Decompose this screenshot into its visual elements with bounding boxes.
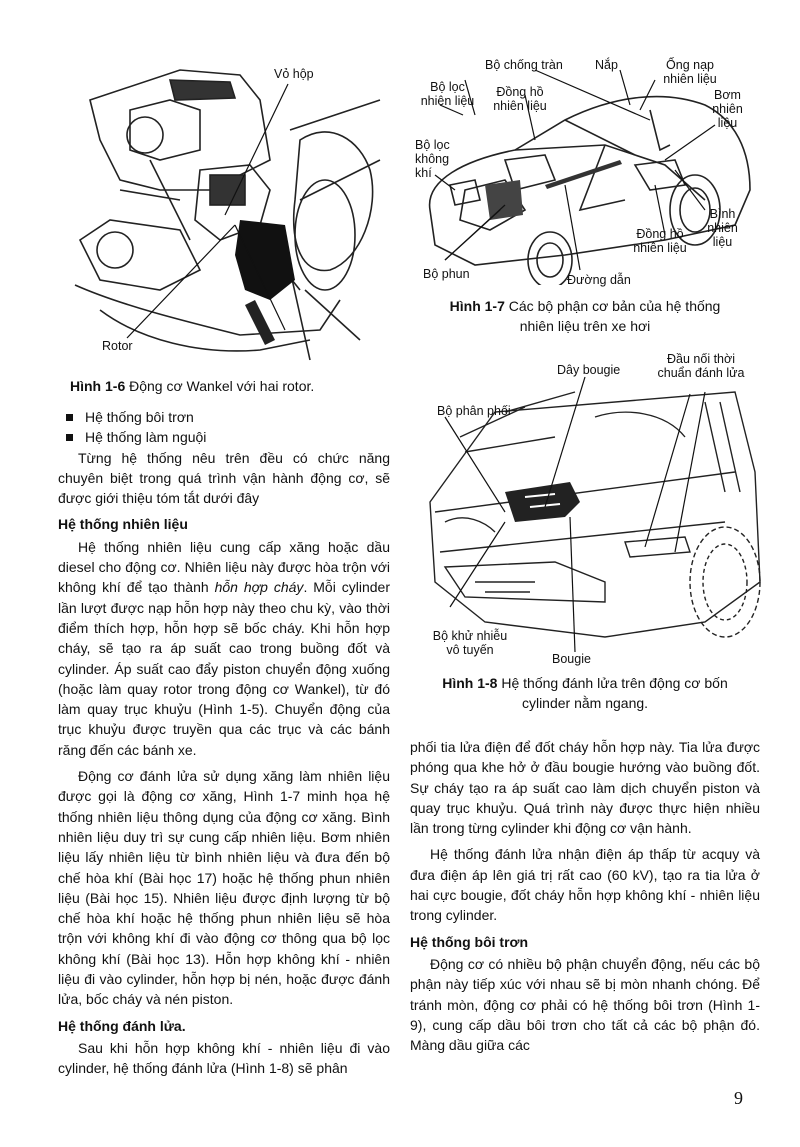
label-spark-plug-wire: Dây bougie	[557, 363, 621, 377]
fuel-paragraph-1	[58, 537, 390, 760]
label-timing-connector-line2: chuẩn đánh lửa	[657, 366, 745, 380]
bullet-item-cooling	[66, 427, 390, 447]
label-fuel-gauge-top-line2: nhiên liệu	[493, 99, 547, 113]
figure-1-6-caption-text: Động cơ Wankel với hai rotor.	[125, 378, 315, 394]
page-number: 9	[734, 1088, 743, 1108]
figure-1-8-caption-text-2: cylinder nằm ngang.	[521, 695, 649, 711]
label-rotor: Rotor	[102, 339, 133, 353]
ignition-paragraph-continued: phối tia lửa điện để đốt cháy hỗn hợp này. Tia lửa được phóng qua khe hở ở đầu bougie hướng vào buồng đốt. Sự cháy tạo ra áp suất cao làm dịch chuyển piston và quay trục khuỷu. Quá trình này được thực hiện nhiều lần trong từng cylinder khi động cơ vận hành.	[410, 739, 760, 837]
label-timing-connector-line1: Đầu nối thời	[667, 352, 735, 366]
label-filler-tube	[650, 58, 730, 86]
fuel-paragraph-2: Động cơ đánh lửa sử dụng xăng làm nhiên liệu được gọi là động cơ xăng, Hình 1-7 minh họa hệ thống nhiên liệu thông dụng của động cơ xăng. Bình nhiên liệu duy trì sự cung cấp nhiên liệu. Bơm nhiên liệu lấy nhiên liệu từ bình nhiên liệu và đưa đến bộ chế hòa khí (Bài học 17) hoặc hệ thống phun nhiên liệu (Bài học 15). Nhiên liệu được định lượng từ bộ chế hòa khí hoặc hệ thống phun nhiên liệu sẽ hòa trộn với không khí đi vào động cơ thông qua bộ lọc không khí (Bài học 13). Hỗn hợp không khí - nhiên liệu đi vào cylinder, hỗn hợp bị nén, hoặc được đánh lửa, bốc cháy và nén piston.	[58, 768, 390, 1008]
label-fuel-gauge-bottom	[620, 227, 700, 255]
ignition-paragraph-2: Hệ thống đánh lửa nhận điện áp thấp từ acquy và đưa điện áp lên giá trị rất cao (60 kV), tạo ra tia lửa ở hai cực bougie, đốt cháy hỗn hợp không khí - nhiên liệu trong cylinder.	[410, 846, 760, 924]
figure-wankel-engine	[60, 40, 390, 370]
label-fuel-line: Đường dẫn	[567, 273, 631, 287]
bullet-item-lubrication	[66, 407, 390, 427]
heading-lubrication-system: Hệ thống bôi trơn	[410, 933, 529, 950]
figure-1-8-caption-text-1: Hệ thống đánh lửa trên động cơ bốn	[497, 675, 728, 691]
label-fuel-gauge-bottom-line2: nhiên liệu	[633, 241, 687, 255]
label-overflow: Bộ chống tràn	[485, 58, 563, 72]
intro-paragraph: Từng hệ thống nêu trên đều có chức năng chuyên biệt trong quá trình vận hành động cơ, sẽ được giới thiệu tóm tắt dưới đây	[58, 449, 390, 507]
right-text-column	[410, 737, 760, 1055]
heading-ignition-system: Hệ thống đánh lửa.	[58, 1017, 186, 1034]
label-radio-suppressor	[425, 629, 515, 657]
label-fuel-gauge-top	[485, 85, 555, 113]
label-spark-plug: Bougie	[552, 652, 591, 666]
label-fuel-tank-line2: nhiên	[707, 221, 738, 235]
ignition-system-car-illustration	[405, 352, 770, 670]
label-fuel-filter-line2: nhiên liệu	[420, 94, 475, 108]
label-fuel-gauge-top-line1: Đồng hồ	[496, 85, 544, 99]
figure-1-8-caption	[410, 673, 760, 713]
bullet-text: Hệ thống bôi trơn	[85, 409, 194, 425]
label-fuel-filter	[415, 80, 480, 108]
label-air-filter	[415, 138, 450, 180]
figure-fuel-system	[405, 50, 770, 285]
figure-1-7-number: Hình 1-7	[449, 298, 505, 314]
label-cap: Nắp	[595, 58, 618, 72]
bullet-text: Hệ thống làm nguội	[85, 429, 207, 446]
label-injector: Bộ phun	[423, 267, 470, 281]
label-fuel-pump-line1: Bơm	[714, 88, 741, 102]
fuel-paragraph-1-text-b: . Mỗi cylinder lần lượt được nạp hỗn hợp này theo chu kỳ, vào thời điểm thích hợp, hỗn hợp sẽ bốc cháy. Khi hỗn hợp cháy, sẽ tạo ra áp suất cao trong buồng đốt và cylinder. Áp suất cao đẩy piston chuyển động xuống (hoặc làm quay rotor trong động cơ Wankel), từ đó làm quay trục khuỷu (Hình 1-5). Chuyển động của trục khuỷu được truyền qua các trục và các bánh răng đến các bánh xe.	[58, 579, 391, 758]
label-air-filter-line1: Bộ lọc	[415, 138, 450, 152]
label-fuel-gauge-bottom-line1: Đồng hồ	[636, 227, 684, 241]
figure-1-7-caption-text-1: Các bộ phận cơ bản của hệ thống	[504, 298, 721, 314]
label-air-filter-line3: khí	[415, 166, 432, 180]
label-fuel-pump	[705, 88, 750, 130]
fuel-paragraph-1-text-a: Hệ thống nhiên liệu cung cấp xăng hoặc dầu diesel cho động cơ. Nhiên liệu này được hòa trộn với không khí để tạo thành	[58, 538, 390, 596]
figure-1-7-caption	[410, 296, 760, 336]
figure-1-6-number: Hình 1-6	[70, 378, 126, 394]
label-fuel-tank	[700, 207, 745, 249]
label-housing: Vỏ hộp	[274, 67, 314, 81]
label-fuel-pump-line2: nhiên	[712, 102, 743, 116]
fuel-paragraph-1-emphasis: hỗn hợp cháy	[214, 579, 304, 596]
figure-1-6-caption	[70, 376, 390, 396]
label-filler-tube-line1: Ống nạp	[666, 58, 714, 72]
label-air-filter-line2: không	[415, 152, 450, 166]
wankel-engine-illustration	[60, 40, 390, 370]
figure-ignition-system	[405, 352, 770, 670]
label-fuel-tank-line3: liệu	[712, 235, 733, 249]
heading-fuel-system: Hệ thống nhiên liệu	[58, 516, 188, 533]
bullet-square-icon	[66, 414, 73, 421]
label-radio-suppressor-line2: vô tuyến	[446, 643, 494, 657]
label-fuel-filter-line1: Bộ lọc	[430, 80, 465, 94]
label-fuel-tank-line1: Bình	[709, 207, 736, 221]
label-filler-tube-line2: nhiên liệu	[663, 72, 717, 86]
label-fuel-pump-line3: liệu	[717, 116, 738, 130]
ignition-paragraph-1: Sau khi hỗn hợp không khí - nhiên liệu đi vào cylinder, hệ thống đánh lửa (Hình 1-8) sẽ phân	[58, 1039, 390, 1077]
label-radio-suppressor-line1: Bộ khử nhiễu	[432, 629, 508, 643]
figure-1-8-number: Hình 1-8	[442, 675, 498, 691]
lubrication-paragraph-1: Động cơ có nhiều bộ phận chuyển động, nếu các bộ phận này tiếp xúc với nhau sẽ bị mòn nhanh chóng. Để tránh mòn, động cơ phải có hệ thống bôi trơn (Hình 1-9), cung cấp dầu bôi trơn cho tất cả các bộ phận đó. Màng dầu giữa các	[410, 955, 760, 1054]
left-text-column	[58, 407, 390, 1079]
figure-1-7-caption-text-2: nhiên liệu trên xe hơi	[519, 318, 651, 334]
bullet-square-icon	[66, 434, 73, 441]
label-timing-connector	[651, 352, 751, 380]
label-distributor: Bộ phân phối	[437, 404, 511, 418]
